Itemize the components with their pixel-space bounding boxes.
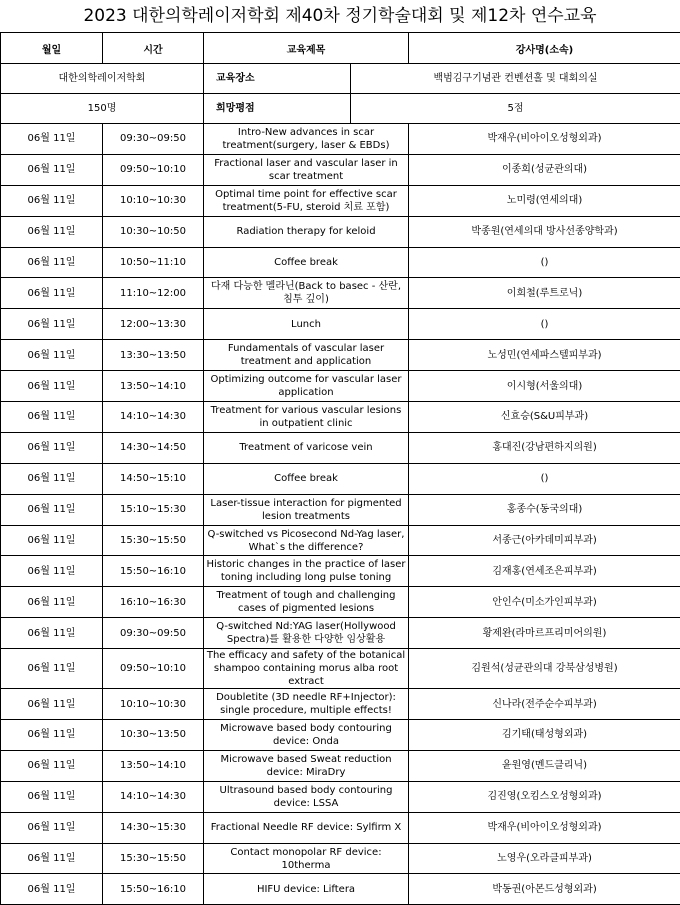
row-date: 06월 11일	[1, 689, 103, 720]
row-topic: Treatment of varicose vein	[204, 432, 409, 463]
table-row	[1, 216, 680, 247]
row-time: 15:30~15:50	[103, 843, 204, 874]
row-time: 10:30~13:50	[103, 720, 204, 751]
row-topic: Laser-tissue interaction for pigmented lesion treatments	[204, 494, 409, 525]
row-time: 09:50~10:10	[103, 154, 204, 185]
table-row	[1, 720, 680, 751]
row-date: 06월 11일	[1, 278, 103, 309]
row-time: 16:10~16:30	[103, 587, 204, 618]
row-speaker: 노성민(연세파스텔피부과)	[409, 340, 680, 371]
row-time: 10:10~10:30	[103, 185, 204, 216]
header-topic: 교육제목	[204, 33, 409, 64]
row-date: 06월 11일	[1, 432, 103, 463]
schedule-body	[1, 124, 680, 905]
row-date: 06월 11일	[1, 463, 103, 494]
row-time: 15:50~16:10	[103, 556, 204, 587]
rating-label: 희망평점	[204, 94, 351, 124]
row-topic: Fractional Needle RF device: Sylfirm X	[204, 812, 409, 843]
row-topic: Microwave based body contouring device: Onda	[204, 720, 409, 751]
table-row	[1, 587, 680, 618]
row-topic: Treatment of tough and challenging cases of pigmented lesions	[204, 587, 409, 618]
row-date: 06월 11일	[1, 843, 103, 874]
table-row	[1, 781, 680, 812]
row-speaker: 황제완(라마르프리미어의원)	[409, 618, 680, 649]
row-topic: Optimizing outcome for vascular laser application	[204, 371, 409, 402]
table-row	[1, 309, 680, 340]
row-speaker: 신효승(S&U피부과)	[409, 402, 680, 433]
rating-value: 5점	[351, 94, 680, 124]
row-speaker: 안인수(미소가인피부과)	[409, 587, 680, 618]
row-topic: Treatment for various vascular lesions in outpatient clinic	[204, 402, 409, 433]
header-speaker: 강사명(소속)	[409, 33, 680, 64]
header-time: 시간	[103, 33, 204, 64]
row-date: 06월 11일	[1, 371, 103, 402]
row-topic: Contact monopolar RF device: 10therma	[204, 843, 409, 874]
row-topic: Microwave based Sweat reduction device: MiraDry	[204, 750, 409, 781]
row-date: 06월 11일	[1, 812, 103, 843]
row-date: 06월 11일	[1, 402, 103, 433]
table-row	[1, 874, 680, 905]
row-speaker: 이종희(성균관의대)	[409, 154, 680, 185]
table-row	[1, 649, 680, 689]
row-time: 14:30~15:30	[103, 812, 204, 843]
row-date: 06월 11일	[1, 618, 103, 649]
row-date: 06월 11일	[1, 587, 103, 618]
row-time: 12:00~13:30	[103, 309, 204, 340]
row-date: 06월 11일	[1, 185, 103, 216]
row-speaker: 박재우(비아이오성형외과)	[409, 812, 680, 843]
page-title: 2023 대한의학레이저학회 제40차 정기학술대회 및 제12차 연수교육	[0, 0, 680, 32]
row-date: 06월 11일	[1, 525, 103, 556]
table-row	[1, 556, 680, 587]
row-time: 14:50~15:10	[103, 463, 204, 494]
row-date: 06월 11일	[1, 154, 103, 185]
row-topic: Optimal time point for effective scar treatment(5-FU, steroid 치료 포함)	[204, 185, 409, 216]
organization: 대한의학레이저학회	[1, 64, 204, 94]
row-speaker: 신나라(전주순수피부과)	[409, 689, 680, 720]
row-time: 13:30~13:50	[103, 340, 204, 371]
row-time: 14:10~14:30	[103, 402, 204, 433]
row-date: 06월 11일	[1, 247, 103, 278]
table-row	[1, 750, 680, 781]
row-date: 06월 11일	[1, 781, 103, 812]
row-date: 06월 11일	[1, 750, 103, 781]
row-time: 09:50~10:10	[103, 649, 204, 689]
row-time: 15:10~15:30	[103, 494, 204, 525]
row-topic: Q-switched vs Picosecond Nd-Yag laser, What`s the difference?	[204, 525, 409, 556]
table-row	[1, 494, 680, 525]
row-speaker: 김진영(오킴스오성형외과)	[409, 781, 680, 812]
row-speaker: 홍대진(강남편하지의원)	[409, 432, 680, 463]
row-topic: Radiation therapy for keloid	[204, 216, 409, 247]
header-date: 월일	[1, 33, 103, 64]
row-speaker: 윤원영(멘드클리닉)	[409, 750, 680, 781]
row-time: 10:10~10:30	[103, 689, 204, 720]
row-speaker: 박종원(연세의대 방사선종양학과)	[409, 216, 680, 247]
row-topic: Fractional laser and vascular laser in scar treatment	[204, 154, 409, 185]
row-date: 06월 11일	[1, 649, 103, 689]
table-row	[1, 340, 680, 371]
table-row	[1, 402, 680, 433]
table-row	[1, 371, 680, 402]
info-row-capacity	[1, 94, 680, 124]
table-row	[1, 432, 680, 463]
row-topic: Intro-New advances in scar treatment(surgery, laser & EBDs)	[204, 124, 409, 155]
row-date: 06월 11일	[1, 216, 103, 247]
row-time: 15:30~15:50	[103, 525, 204, 556]
table-row	[1, 185, 680, 216]
row-time: 09:30~09:50	[103, 618, 204, 649]
row-topic: Lunch	[204, 309, 409, 340]
row-speaker: 서종근(아카데미피부과)	[409, 525, 680, 556]
row-topic: Doubletite (3D needle RF+Injector): single procedure, multiple effects!	[204, 689, 409, 720]
row-time: 15:50~16:10	[103, 874, 204, 905]
table-row	[1, 525, 680, 556]
header-row	[1, 33, 680, 64]
row-speaker: ()	[409, 247, 680, 278]
table-row	[1, 843, 680, 874]
table-row	[1, 154, 680, 185]
row-topic: Historic changes in the practice of laser toning including long pulse toning	[204, 556, 409, 587]
row-date: 06월 11일	[1, 340, 103, 371]
row-time: 10:30~10:50	[103, 216, 204, 247]
info-row-venue	[1, 64, 680, 94]
table-row	[1, 247, 680, 278]
row-topic: 다재 다능한 멜라닌(Back to basec - 산란, 침투 깊이)	[204, 278, 409, 309]
row-date: 06월 11일	[1, 494, 103, 525]
row-speaker: 홍종수(동국의대)	[409, 494, 680, 525]
row-speaker: 이시형(서울의대)	[409, 371, 680, 402]
row-speaker: 노영우(오라클피부과)	[409, 843, 680, 874]
row-speaker: 김재홍(연세조은피부과)	[409, 556, 680, 587]
table-row	[1, 124, 680, 155]
row-speaker: ()	[409, 309, 680, 340]
venue-value: 백범김구기념관 컨벤션홀 및 대회의실	[351, 64, 680, 94]
table-row	[1, 618, 680, 649]
row-time: 11:10~12:00	[103, 278, 204, 309]
row-time: 13:50~14:10	[103, 750, 204, 781]
row-topic: Coffee break	[204, 463, 409, 494]
schedule-table	[0, 32, 680, 905]
row-time: 14:30~14:50	[103, 432, 204, 463]
row-time: 10:50~11:10	[103, 247, 204, 278]
row-topic: HIFU device: Liftera	[204, 874, 409, 905]
row-time: 13:50~14:10	[103, 371, 204, 402]
table-row	[1, 689, 680, 720]
table-row	[1, 812, 680, 843]
capacity-value: 150명	[1, 94, 204, 124]
row-speaker: 이희철(루트로닉)	[409, 278, 680, 309]
row-speaker: 김기태(태성형외과)	[409, 720, 680, 751]
row-speaker: 박동권(아몬드성형외과)	[409, 874, 680, 905]
row-topic: The efficacy and safety of the botanical shampoo containing morus alba root extract	[204, 649, 409, 689]
row-date: 06월 11일	[1, 124, 103, 155]
venue-label: 교육장소	[204, 64, 351, 94]
row-date: 06월 11일	[1, 309, 103, 340]
row-speaker: ()	[409, 463, 680, 494]
row-topic: Ultrasound based body contouring device: LSSA	[204, 781, 409, 812]
row-speaker: 노미령(연세의대)	[409, 185, 680, 216]
row-date: 06월 11일	[1, 556, 103, 587]
table-row	[1, 463, 680, 494]
row-topic: Q-switched Nd:YAG laser(Hollywood Spectra)를 활용한 다양한 임상활용	[204, 618, 409, 649]
row-date: 06월 11일	[1, 874, 103, 905]
row-time: 14:10~14:30	[103, 781, 204, 812]
table-row	[1, 278, 680, 309]
row-date: 06월 11일	[1, 720, 103, 751]
row-topic: Coffee break	[204, 247, 409, 278]
row-topic: Fundamentals of vascular laser treatment and application	[204, 340, 409, 371]
row-speaker: 박재우(비아이오성형외과)	[409, 124, 680, 155]
row-speaker: 김원석(성균관의대 강북삼성병원)	[409, 649, 680, 689]
row-time: 09:30~09:50	[103, 124, 204, 155]
